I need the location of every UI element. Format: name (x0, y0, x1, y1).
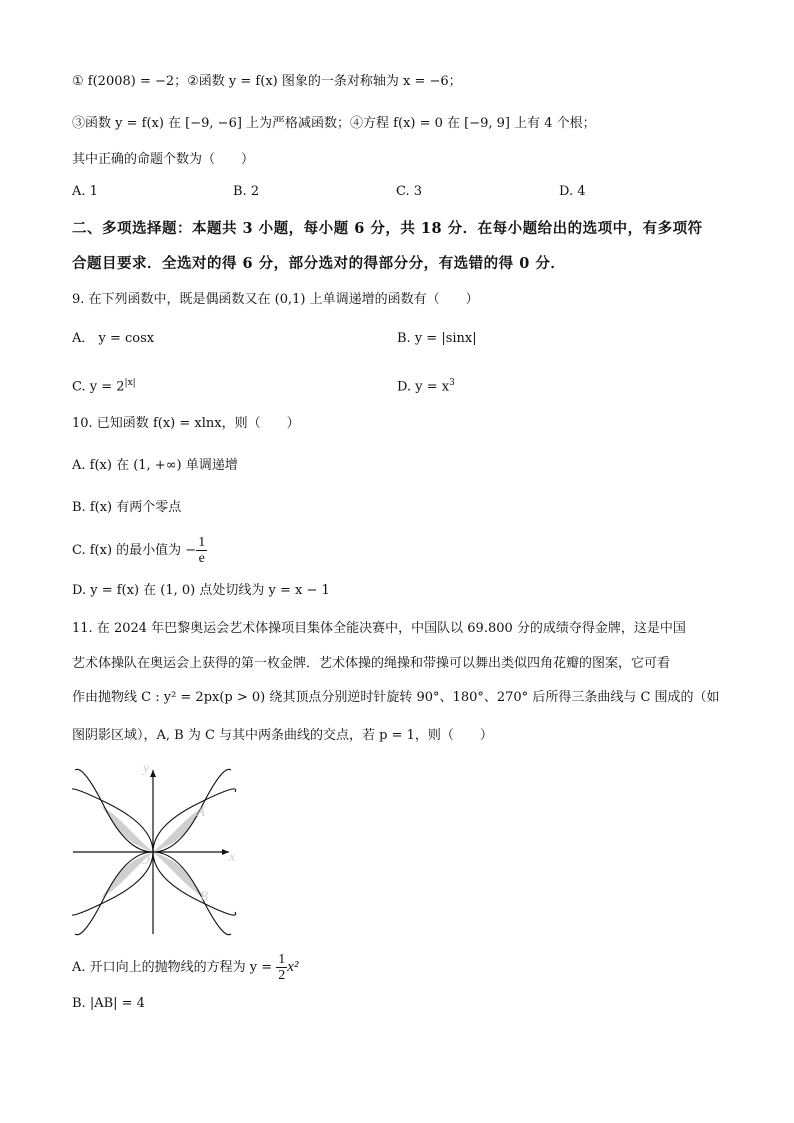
q8-option-a: A. 1 (72, 184, 98, 199)
q10-option-c-text: C. f(x) 的最小值为 − (72, 543, 197, 558)
q11-option-b: B. |AB| = 4 (72, 996, 145, 1011)
q10-option-b: B. f(x) 有两个零点 (72, 500, 182, 515)
label-x: x (229, 850, 236, 865)
label-y: y (143, 762, 150, 776)
q8-condition-3-4: ③函数 y = f(x) 在 [−9, −6] 上为严格减函数；④方程 f(x) = 0 在 [−9, 9] 上有 4 个根； (72, 116, 596, 131)
petal-figure (72, 762, 237, 937)
q11-stem-line3: 作由抛物线 C : y² = 2px(p > 0) 绕其顶点分别逆时针旋转 90°、180°、270° 后所得三条曲线与 C 围成的（如 (72, 690, 720, 705)
q11-option-a-suffix: x² (287, 959, 299, 975)
q9-option-c (72, 373, 136, 397)
q9-option-d-text: D. y = x (397, 379, 450, 395)
q8-option-c: C. 3 (396, 184, 423, 199)
q8-option-b: B. 2 (233, 184, 260, 199)
q8-condition-1-2: ① f(2008) = −2；②函数 y = f(x) 图象的一条对称轴为 x = −6； (72, 74, 462, 89)
label-point-a: A (197, 804, 205, 819)
q10-stem: 10. 已知函数 f(x) = xlnx，则（ ） (72, 416, 300, 431)
q8-question: 其中正确的命题个数为（ ） (72, 152, 255, 167)
section-heading-line2: 合题目要求．全选对的得 6 分，部分选对的得部分分，有选错的得 0 分． (72, 255, 566, 272)
q11-option-a (72, 952, 298, 983)
x-axis-arrow (222, 849, 229, 855)
q8-option-d: D. 4 (559, 184, 586, 199)
curve-right-lower (153, 852, 231, 935)
label-point-b: B (200, 888, 208, 903)
q9-option-c-exponent: |x| (124, 378, 136, 388)
petal-lower-right (153, 852, 205, 898)
y-axis-arrow (150, 770, 156, 777)
q11-stem-line2: 艺术体操队在奥运会上获得的第一枚金牌．艺术体操的绳操和带操可以舞出类似四角花瓣的图案，它可看 (72, 656, 671, 671)
q9-option-d (397, 373, 455, 397)
q11-stem-line1: 11. 在 2024 年巴黎奥运会艺术体操项目集体全能决赛中，中国队以 69.800 分的成绩夺得金牌，这是中国 (72, 621, 686, 636)
curve-left-upper (75, 769, 153, 852)
q9-option-d-exponent: 3 (449, 378, 455, 388)
section-heading-line1: 二、多项选择题：本题共 3 小题，每小题 6 分，共 18 分．在每小题给出的选项中，有多项符 (72, 220, 703, 237)
q10-option-c-fraction: $\frac{1}{e}$ (198, 535, 206, 566)
q9-stem: 9. 在下列函数中，既是偶函数又在 (0,1) 上单调递增的函数有（ ） (72, 292, 479, 307)
q10-option-a: A. f(x) 在 (1, +∞) 单调递增 (72, 458, 238, 473)
q11-stem-line4: 图阴影区域），A, B 为 C 与其中两条曲线的交点，若 p = 1，则（ ） (72, 728, 493, 743)
q9-option-c-text: C. y = 2 (72, 379, 125, 395)
q10-option-c (72, 535, 207, 566)
q11-option-a-fraction: $\frac{1}{2}$ (278, 952, 286, 983)
q9-option-b: B. y = |sinx| (397, 331, 477, 346)
petal-upper-left (101, 806, 153, 852)
curve-right-upper (153, 769, 231, 852)
q11-option-a-text: A. 开口向上的抛物线的方程为 y = (72, 960, 277, 975)
q10-option-d: D. y = f(x) 在 (1, 0) 点处切线为 y = x − 1 (72, 583, 330, 598)
q9-option-a: A． y = cosx (72, 331, 155, 346)
label-origin: O (140, 853, 151, 868)
